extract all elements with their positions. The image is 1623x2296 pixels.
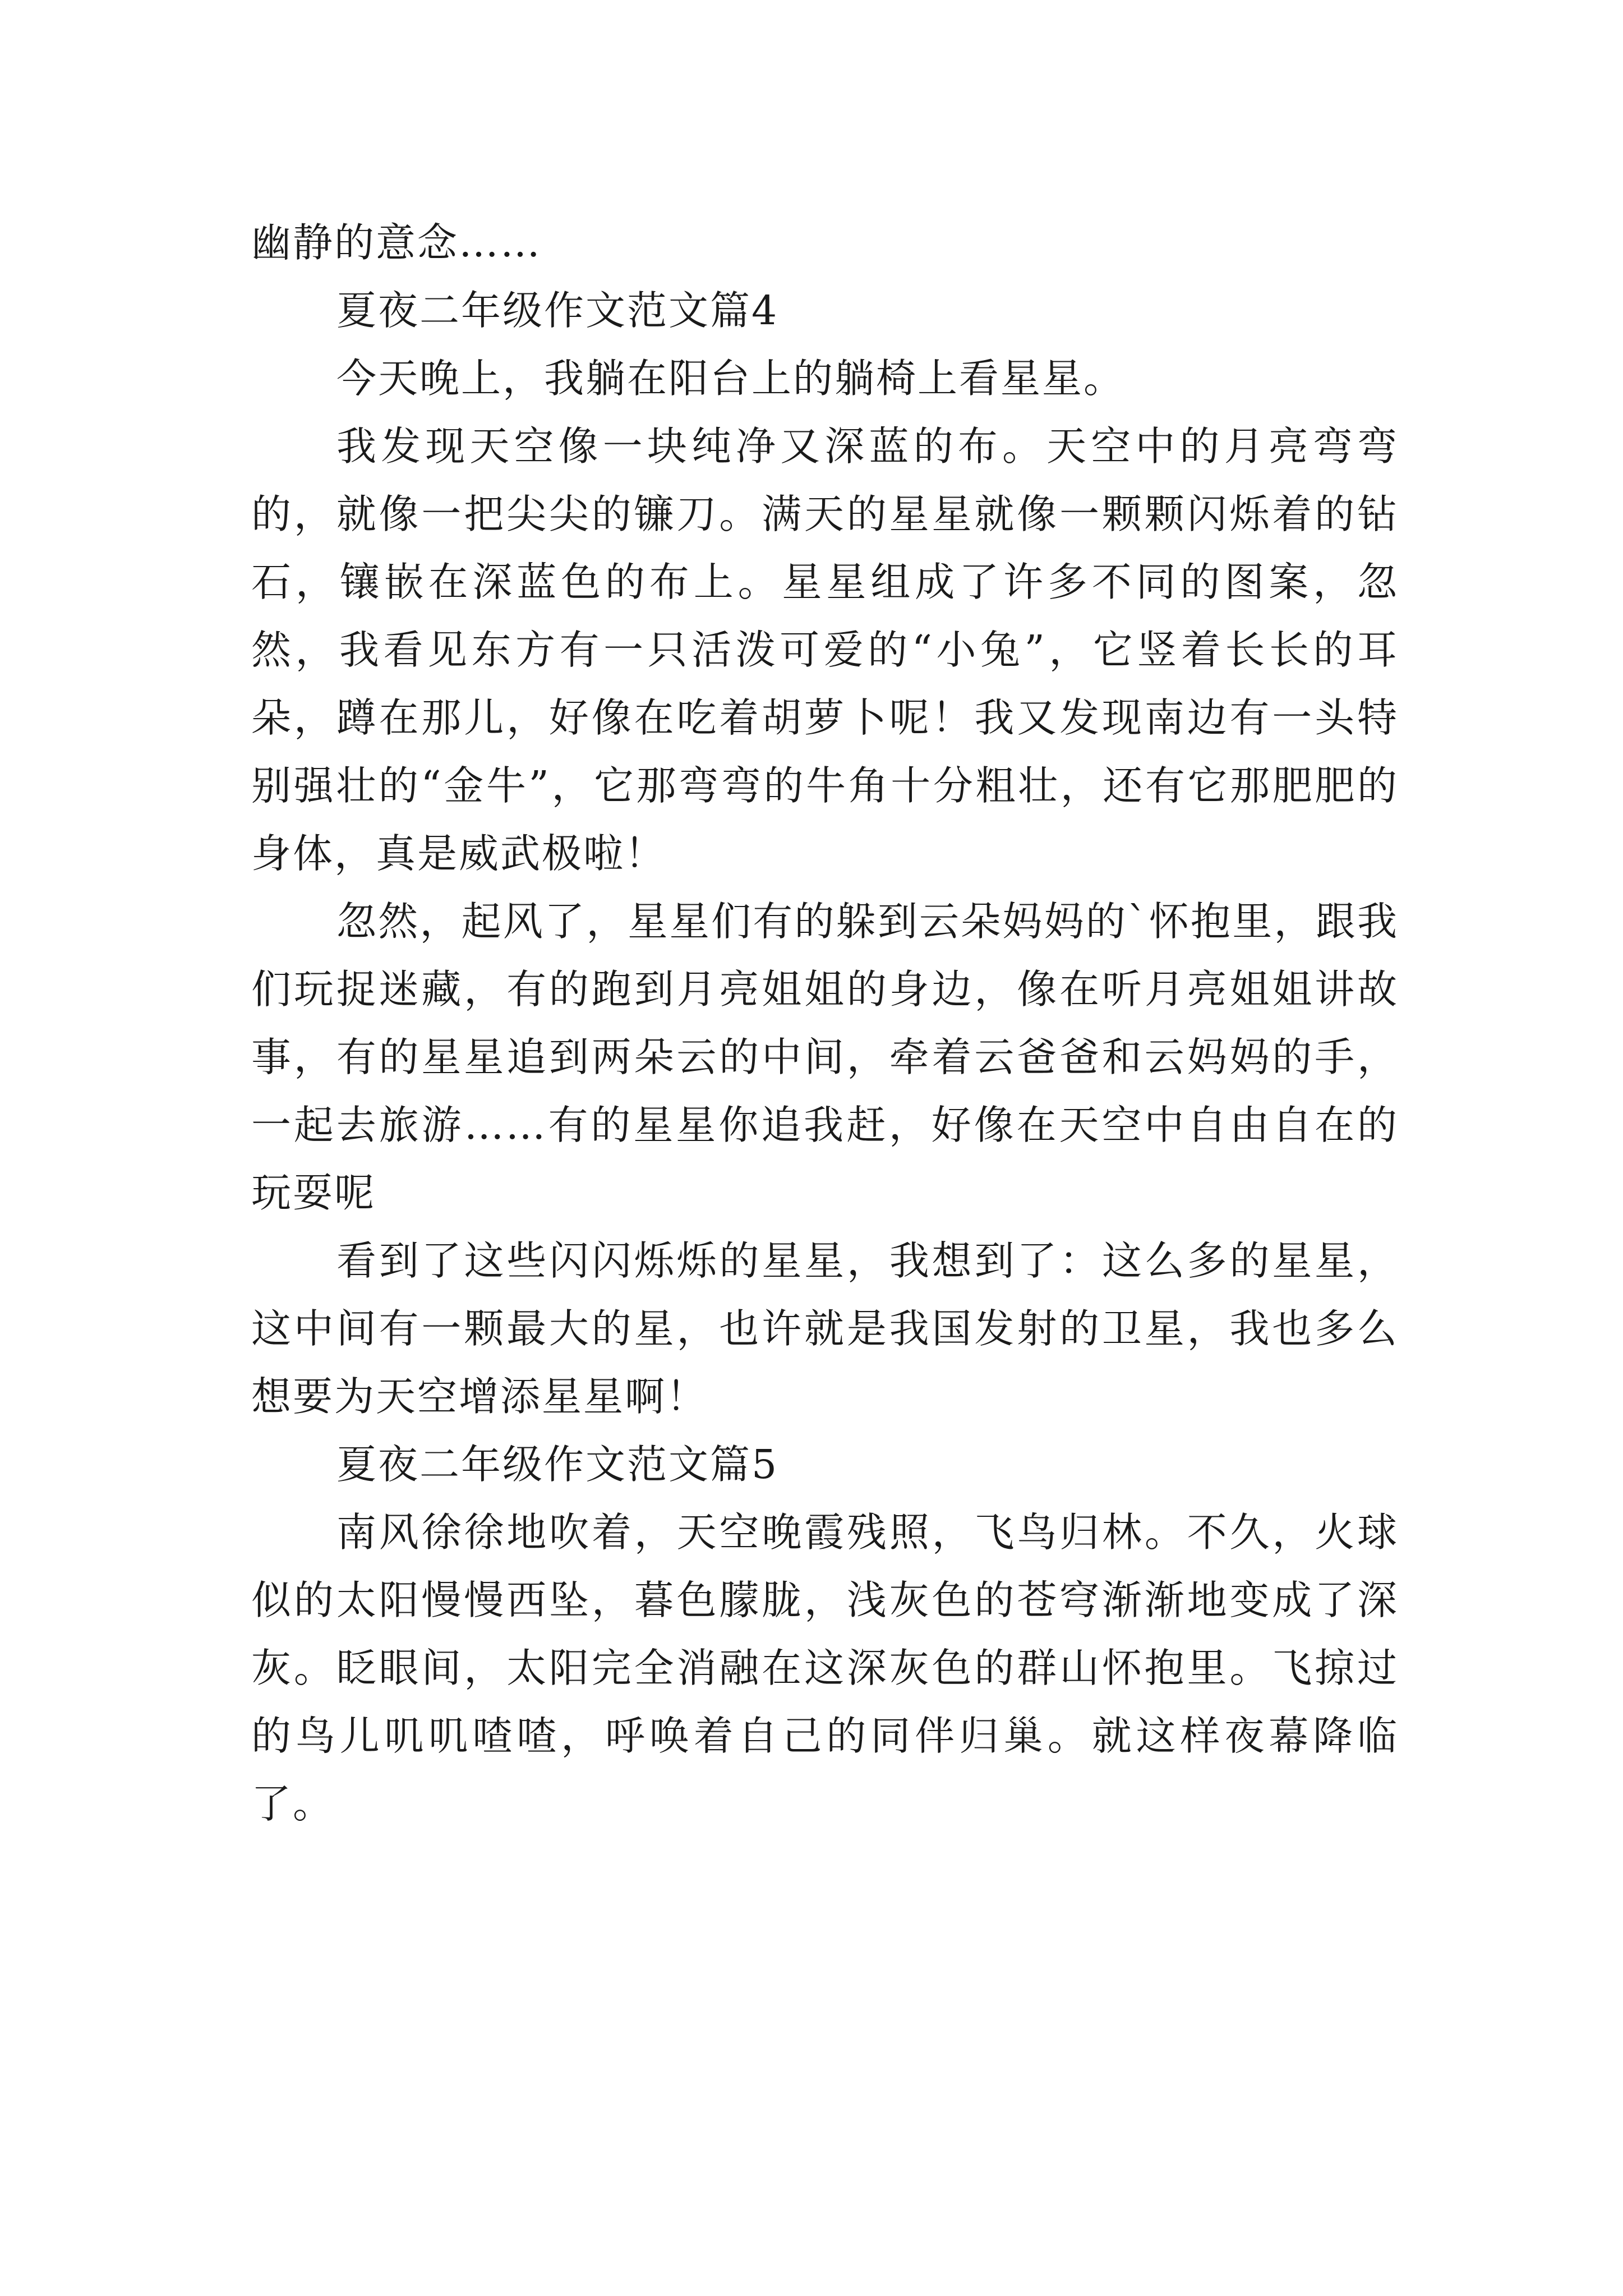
paragraph: 今天晚上，我躺在阳台上的躺椅上看星星。: [336, 355, 1126, 402]
continuation-paragraph: 幽静的意念……: [251, 219, 542, 266]
paragraph: 南风徐徐地吹着，天空晚霞残照，飞鸟归林。不久，火球似的太阳慢慢西坠，暮色朦胧，浅灰色的苍穹渐渐地变成了深灰。眨眼间，太阳完全消融在这深灰色的群山怀抱里。飞掠过的鸟儿叽叽喳喳，呼唤着自己的同伴归巢。就这样夜幕降临了。: [251, 1509, 1399, 1827]
section-heading-5: 夏夜二年级作文范文篇5: [336, 1441, 779, 1488]
section-heading-4: 夏夜二年级作文范文篇4: [336, 287, 779, 334]
paragraph: 忽然，起风了，星星们有的躲到云朵妈妈的`怀抱里，跟我们玩捉迷藏，有的跑到月亮姐姐的身边，像在听月亮姐姐讲故事，有的星星追到两朵云的中间，牵着云爸爸和云妈妈的手，一起去旅游……有的星星你追我赶，好像在天空中自由自在的玩耍呢: [251, 898, 1399, 1216]
document-body: [251, 209, 1399, 1838]
paragraph: 看到了这些闪闪烁烁的星星，我想到了：这么多的星星，这中间有一颗最大的星，也许就是我国发射的卫星，我也多么想要为天空增添星星啊！: [251, 1237, 1399, 1420]
paragraph: 我发现天空像一块纯净又深蓝的布。天空中的月亮弯弯的，就像一把尖尖的镰刀。满天的星星就像一颗颗闪烁着的钻石，镶嵌在深蓝色的布上。星星组成了许多不同的图案，忽然，我看见东方有一只活泼可爱的“小兔”，它竖着长长的耳朵，蹲在那儿，好像在吃着胡萝卜呢！我又发现南边有一头特别强壮的“金牛”，它那弯弯的牛角十分粗壮，还有它那肥肥的身体，真是威武极啦！: [251, 423, 1399, 877]
